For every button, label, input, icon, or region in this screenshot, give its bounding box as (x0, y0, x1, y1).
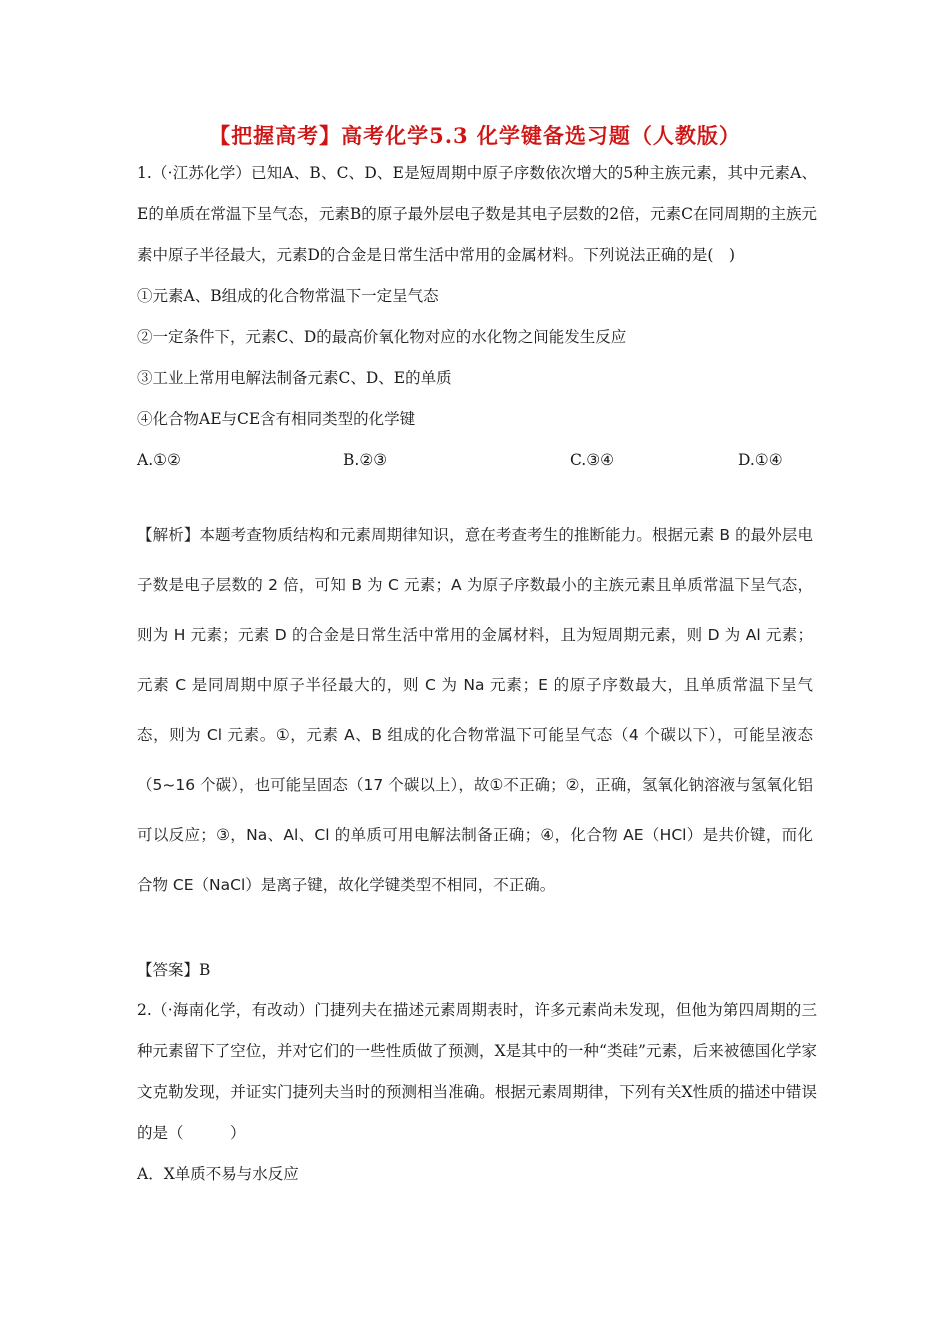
question-1 (137, 153, 817, 481)
analysis-text: 【解析】本题考查物质结构和元素周期律知识，意在考查考生的推断能力。根据元素 B 的最外层电子数是电子层数的 2 倍，可知 B 为 C 元素；A 为原子序数最小的主族元素且单质常温下呈气态，则为 H 元素；元素 D 的合金是日常生活中常用的金属材料，且为短周期元素，则 D 为 Al 元素；元素 C 是同周期中原子半径最大的，则 C 为 Na 元素；E 的原子序数最大，且单质常温下呈气态，则为 Cl 元素。①，元素 A、B 组成的化合物常温下可能呈气态（4 个碳以下），可能呈液态（5~16 个碳），也可能呈固态（17 个碳以上），故①不正确；②，正确，氢氧化钠溶液与氢氧化铝可以反应；③，Na、Al、Cl 的单质可用电解法制备正确；④，化合物 AE（HCl）是共价键，而化合物 CE（NaCl）是离子键，故化学键类型不相同，不正确。 (137, 526, 813, 894)
question-1-choices (137, 440, 817, 481)
question-2-stem: 2.（·海南化学，有改动）门捷列夫在描述元素周期表时，许多元素尚未发现，但他为第四周期的三种元素留下了空位，并对它们的一些性质做了预测，X是其中的一种“类硅”元素，后来被德国化学家文克勒发现，并证实门捷列夫当时的预测相当准确。根据元素周期律，下列有关X性质的描述中错误的是（ ） (137, 1001, 818, 1142)
question-2-option-a: A．X单质不易与水反应 (137, 1165, 299, 1183)
statement-4: ④化合物AE与CE含有相同类型的化学键 (137, 410, 416, 428)
choice-a: A.①② (137, 451, 181, 469)
question-2 (137, 990, 817, 1195)
analysis-block (137, 510, 813, 910)
page-title: 【把握高考】高考化学5.3 化学键备选习题（人教版） (209, 123, 741, 148)
statement-1: ①元素A、B组成的化合物常温下一定呈气态 (137, 287, 439, 305)
statement-3: ③工业上常用电解法制备元素C、D、E的单质 (137, 369, 452, 387)
choice-c: C.③④ (570, 451, 615, 469)
question-1-stem: 1.（·江苏化学）已知A、B、C、D、E是短周期中原子序数依次增大的5种主族元素，其中元素A、E的单质在常温下呈气态，元素B的原子最外层电子数是其电子层数的2倍，元素C在同周期的主族元素中原子半径最大，元素D的合金是日常生活中常用的金属材料。下列说法正确的是( ) (137, 164, 817, 264)
choice-d: D.①④ (738, 451, 783, 469)
choice-b: B.②③ (343, 451, 388, 469)
statement-2: ②一定条件下，元素C、D的最高价氧化物对应的水化物之间能发生反应 (137, 328, 627, 346)
answer-line: 【答案】B (137, 961, 211, 979)
